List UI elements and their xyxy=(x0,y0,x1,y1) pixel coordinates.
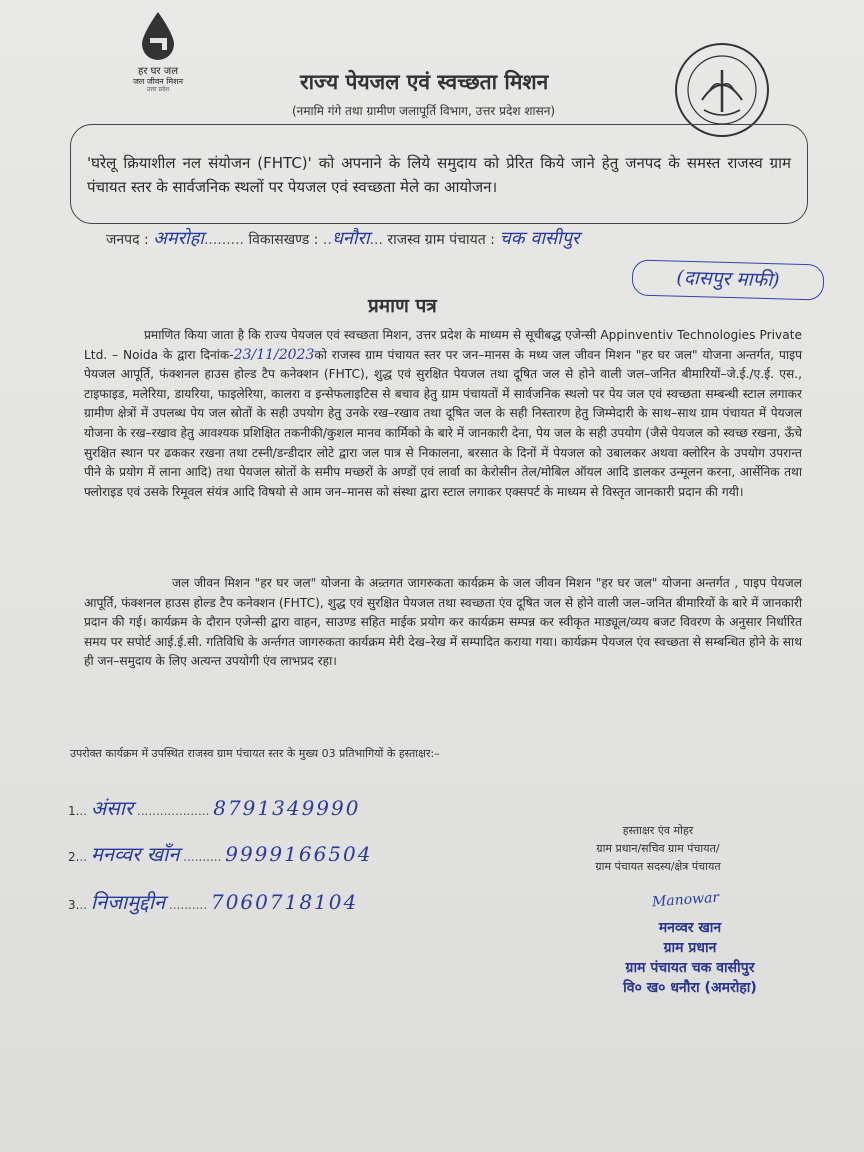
district-value: अमरोहा xyxy=(153,228,204,249)
participant-row: 2... मनव्वर खाँन .......... 9999166504 xyxy=(68,842,373,866)
signature-caption: हस्ताक्षर एंव मोहर xyxy=(622,824,694,837)
participant-phone: 8791349990 xyxy=(213,796,361,820)
har-ghar-jal-logo xyxy=(118,10,198,93)
participants-label: उपरोक्त कार्यक्रम में उपस्थित राजस्व ग्राम पंचायत स्तर के मुख्य 03 प्रतिभागियों के हस्ताक्षर:– xyxy=(70,747,440,760)
signature-role-2: ग्राम पंचायत सदस्य/क्षेत्र पंचायत xyxy=(595,860,721,873)
para2-text: जल जीवन मिशन "हर घर जल" योजना के अन्र्तगत जागरुकता कार्यक्रम के जल जीवन मिशन "हर घर जल" योजना अन्तर्गत , पाइप पेयजल आपूर्ति, फंक्शनल हाउस होल्ड टैप कनेक्शन (FHTC), शुद्ध एवं सुरक्षित पेयजल तथा स्वच्छता एंव दूषित जल से होने वाली जल–जनित बीमारियों के बारे में जानकारी प्रदान की गई। कार्यक्रम के दौरान एजेन्सी द्वारा वाहन, साउण्ड सहित माईक प्रयोग कर कार्यक्रम सम्पन्न कर स्वीकृत माड्यूल/व्यय बजट विवरण के अनुसार निर्धारित समय पर सपोर्ट आई.ई.सी. गतिविधि के अर्न्तगत जागरुकता कार्यक्रम मेरी देख–रेख में सम्पादित कराया गया। कार्यक्रम पेयजल एंव स्वच्छता से सम्बन्धित होने के साथ ही जन–समुदाय के लिए अत्यन्त उपयोगी एंव लाभप्रद रहा। xyxy=(84,576,802,669)
logo-line2: जल जीवन मिशन xyxy=(132,77,184,86)
certificate-paragraph-2 xyxy=(84,574,802,672)
event-description: 'घरेलू क्रियाशील नल संयोजन (FHTC)' को अपनाने के लिये समुदाय को प्रेरित किये जाने हेतु जनपद के समस्त राजस्व ग्राम पंचायत स्तर के सार्वजनिक स्थलों पर पेयजल एवं स्वच्छता मेले का आयोजन। xyxy=(87,154,791,196)
logo-line3: उत्तर प्रदेश xyxy=(146,86,170,93)
pradhan-stamp xyxy=(590,918,790,998)
stamp-line4: वि० ख० धनौरा (अमरोहा) xyxy=(623,980,757,996)
participant-name: अंसार xyxy=(90,796,134,820)
signature-block xyxy=(558,822,758,876)
event-description-box xyxy=(70,124,808,224)
participant-number: 2. xyxy=(68,850,80,864)
district-label: जनपद : xyxy=(106,232,149,248)
participant-number: 3. xyxy=(68,898,80,912)
page-subtitle: (नमामि गंगे तथा ग्रामीण जलापूर्ति विभाग, उत्तर प्रदेश शासन) xyxy=(292,104,556,118)
stamp-line1: मनव्वर खान xyxy=(658,920,722,936)
participant-name: मनव्वर खाँन xyxy=(90,842,180,866)
participant-number: 1. xyxy=(68,804,80,818)
location-fields: जनपद : अमरोहा......... विकासखण्ड : ..धनौरा... राजस्व ग्राम पंचायत : चक वासीपुर xyxy=(106,228,580,249)
stamp-line3: ग्राम पंचायत चक वासीपुर xyxy=(625,960,755,976)
para1-text-a: प्रमाणित किया जाता है कि राज्य पेयजल एवं स्वच्छता मिशन, उत्तर प्रदेश के माध्यम से सूचीबद्ध एजेन्सी Appinventiv Technologies Private Ltd. – Noida के द्वारा दिनांक- xyxy=(84,328,802,362)
gp-value: चक वासीपुर xyxy=(499,228,580,249)
signature-role-1: ग्राम प्रधान/सचिव ग्राम पंचायत/ xyxy=(596,842,720,855)
certificate-paragraph-1 xyxy=(84,326,802,502)
stamp-line2: ग्राम प्रधान xyxy=(663,940,717,956)
participant-phone: 7060718104 xyxy=(210,890,359,914)
handwritten-signature: Manowar xyxy=(651,889,720,911)
block-value: धनौरा xyxy=(331,228,370,249)
participant-row: 3... निजामुद्दीन .......... 7060718104 xyxy=(68,890,359,914)
logo-line1: हर घर जल xyxy=(138,66,178,77)
participant-phone: 9999166504 xyxy=(225,842,373,866)
gp-value-secondary: (दासपुर माफी) xyxy=(632,259,825,300)
participant-row: 1... अंसार ................... 8791349990 xyxy=(68,796,361,820)
gp-label: राजस्व ग्राम पंचायत : xyxy=(387,232,495,248)
water-drop-icon xyxy=(138,10,178,62)
certificate-title: प्रमाण पत्र xyxy=(368,295,437,317)
block-label: विकासखण्ड : xyxy=(248,232,319,248)
para1-text-b: को राजस्व ग्राम पंचायत स्तर पर जन–मानस के मध्य जल जीवन मिशन "हर घर जल" योजना अन्तर्गत, पाइप पेयजल आपूर्ति, फंक्शनल हाउस होल्ड टैप कनेक्शन (FHTC), शुद्ध एवं सुरक्षित पेयजल तथा दूषित जल से होने वाली जल–जनित बीमारियों–जे.ई./ए.ई. एस., टाइफाइड, मलेरिया, डायरिया, फाइलेरिया, कालरा व इन्सेफलाइटिस से बचाव हेतु ग्राम पंचायतों में सार्वजनिक स्थलो पर पेय जल एवं स्वच्छता सम्बन्धी स्टाल लगाकर ग्रामीण क्षेत्रों में उपलब्ध पेय जल स्रोतों के सही उपयोग हेतु उनके रख–रखाव तथा दूषित जल के सही निस्तारण हेतु जिम्मेदारी के साथ–साथ ग्राम पंचायत में पेयजल योजना के रख–रखाव हेतु आवश्यक प्रशिक्षित तकनीकी/कुशल मानव कार्मिको के बारे में जानकारी देना, पेय जल के सही उपयोग (जैसे पेयजल को स्वच्छ रखना, ऊँचे सुरक्षित स्थान पर ढककर रखना तथा टस्नी/डन्डीदार लोटे द्वारा जल पात्र से निकालना, बरसात के दिनों में पेयजल को उबालकर अथवा क्लोरिन के उपयोग उपरान्त पीने के प्रयोग में लाना आदि) तथा पेयजल स्रोतों के समीप मच्छरों के अण्डों एवं लार्वा का केरोसीन तेल/मोबिल ऑयल आदि डालकर उन्मूलन करना, आर्सेनिक तथा फ्लोराइड एवं उसके रिमूवल संयंत्र आदि विषयो से आम जन–मानस को संस्था द्वारा स्टाल लगाकर एक्सपर्ट के माध्यम से विस्तृत जानकारी प्रदान की गयी। xyxy=(84,347,803,499)
event-date: 23/11/2023 xyxy=(233,346,315,363)
participant-name: निजामुद्दीन xyxy=(90,890,166,914)
page-title: राज्य पेयजल एवं स्वच्छता मिशन xyxy=(300,70,549,94)
